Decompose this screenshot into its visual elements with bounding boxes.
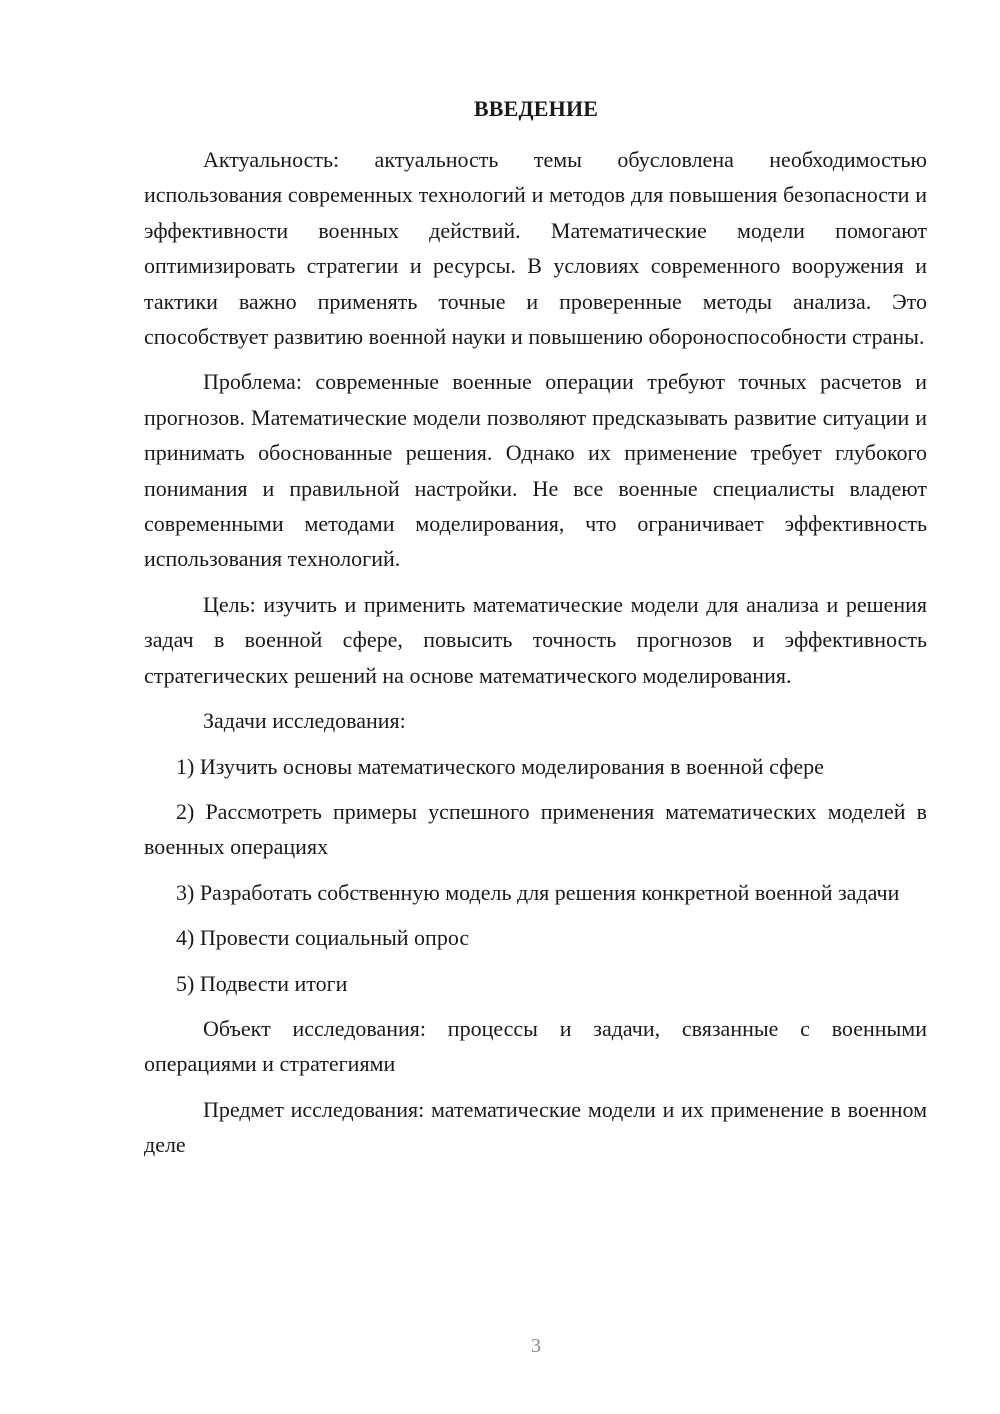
task-item: 4) Провести социальный опрос xyxy=(176,925,470,951)
task-item: 1) Изучить основы математического моделирования в военной сфере xyxy=(176,753,824,779)
paragraph-object: Объект исследования: процессы и задачи, связанные с военными операциями и стратегиями xyxy=(144,1015,927,1077)
task-item: 5) Подвести итоги xyxy=(176,970,348,996)
paragraph-goal: Цель: изучить и применить математические модели для анализа и решения задач в военной сфере, повысить точность прогнозов и эффективность стратегических решений на основе математического моделирования. xyxy=(144,591,927,688)
task-item: 3) Разработать собственную модель для решения конкретной военной задачи xyxy=(176,879,900,905)
paragraph-relevance: Актуальность: актуальность темы обусловлена необходимостью использования современных технологий и методов для повышения безопасности и эффективности военных действий. Математические модели помогают оптимизировать стратегии и ресурсы. В условиях современного вооружения и тактики важно применять точные и проверенные методы анализа. Это способствует развитию военной науки и повышению обороноспособности страны. xyxy=(144,147,927,350)
paragraph-problem: Проблема: современные военные операции требуют точных расчетов и прогнозов. Математические модели позволяют предсказывать развитие ситуации и принимать обоснованные решения. Однако их применение требует глубокого понимания и правильной настройки. Не все военные специалисты владеют современными методами моделирования, что ограничивает эффективность использования технологий. xyxy=(144,369,927,572)
task-item: 2) Рассмотреть примеры успешного применения математических моделей в военных операциях xyxy=(144,798,927,860)
paragraph-subject: Предмет исследования: математические модели и их применение в военном деле xyxy=(144,1096,927,1158)
page-number: 3 xyxy=(531,1335,541,1357)
document-body xyxy=(144,142,927,1173)
tasks-heading: Задачи исследования: xyxy=(203,708,406,734)
page-title: ВВЕДЕНИЕ xyxy=(473,96,599,121)
